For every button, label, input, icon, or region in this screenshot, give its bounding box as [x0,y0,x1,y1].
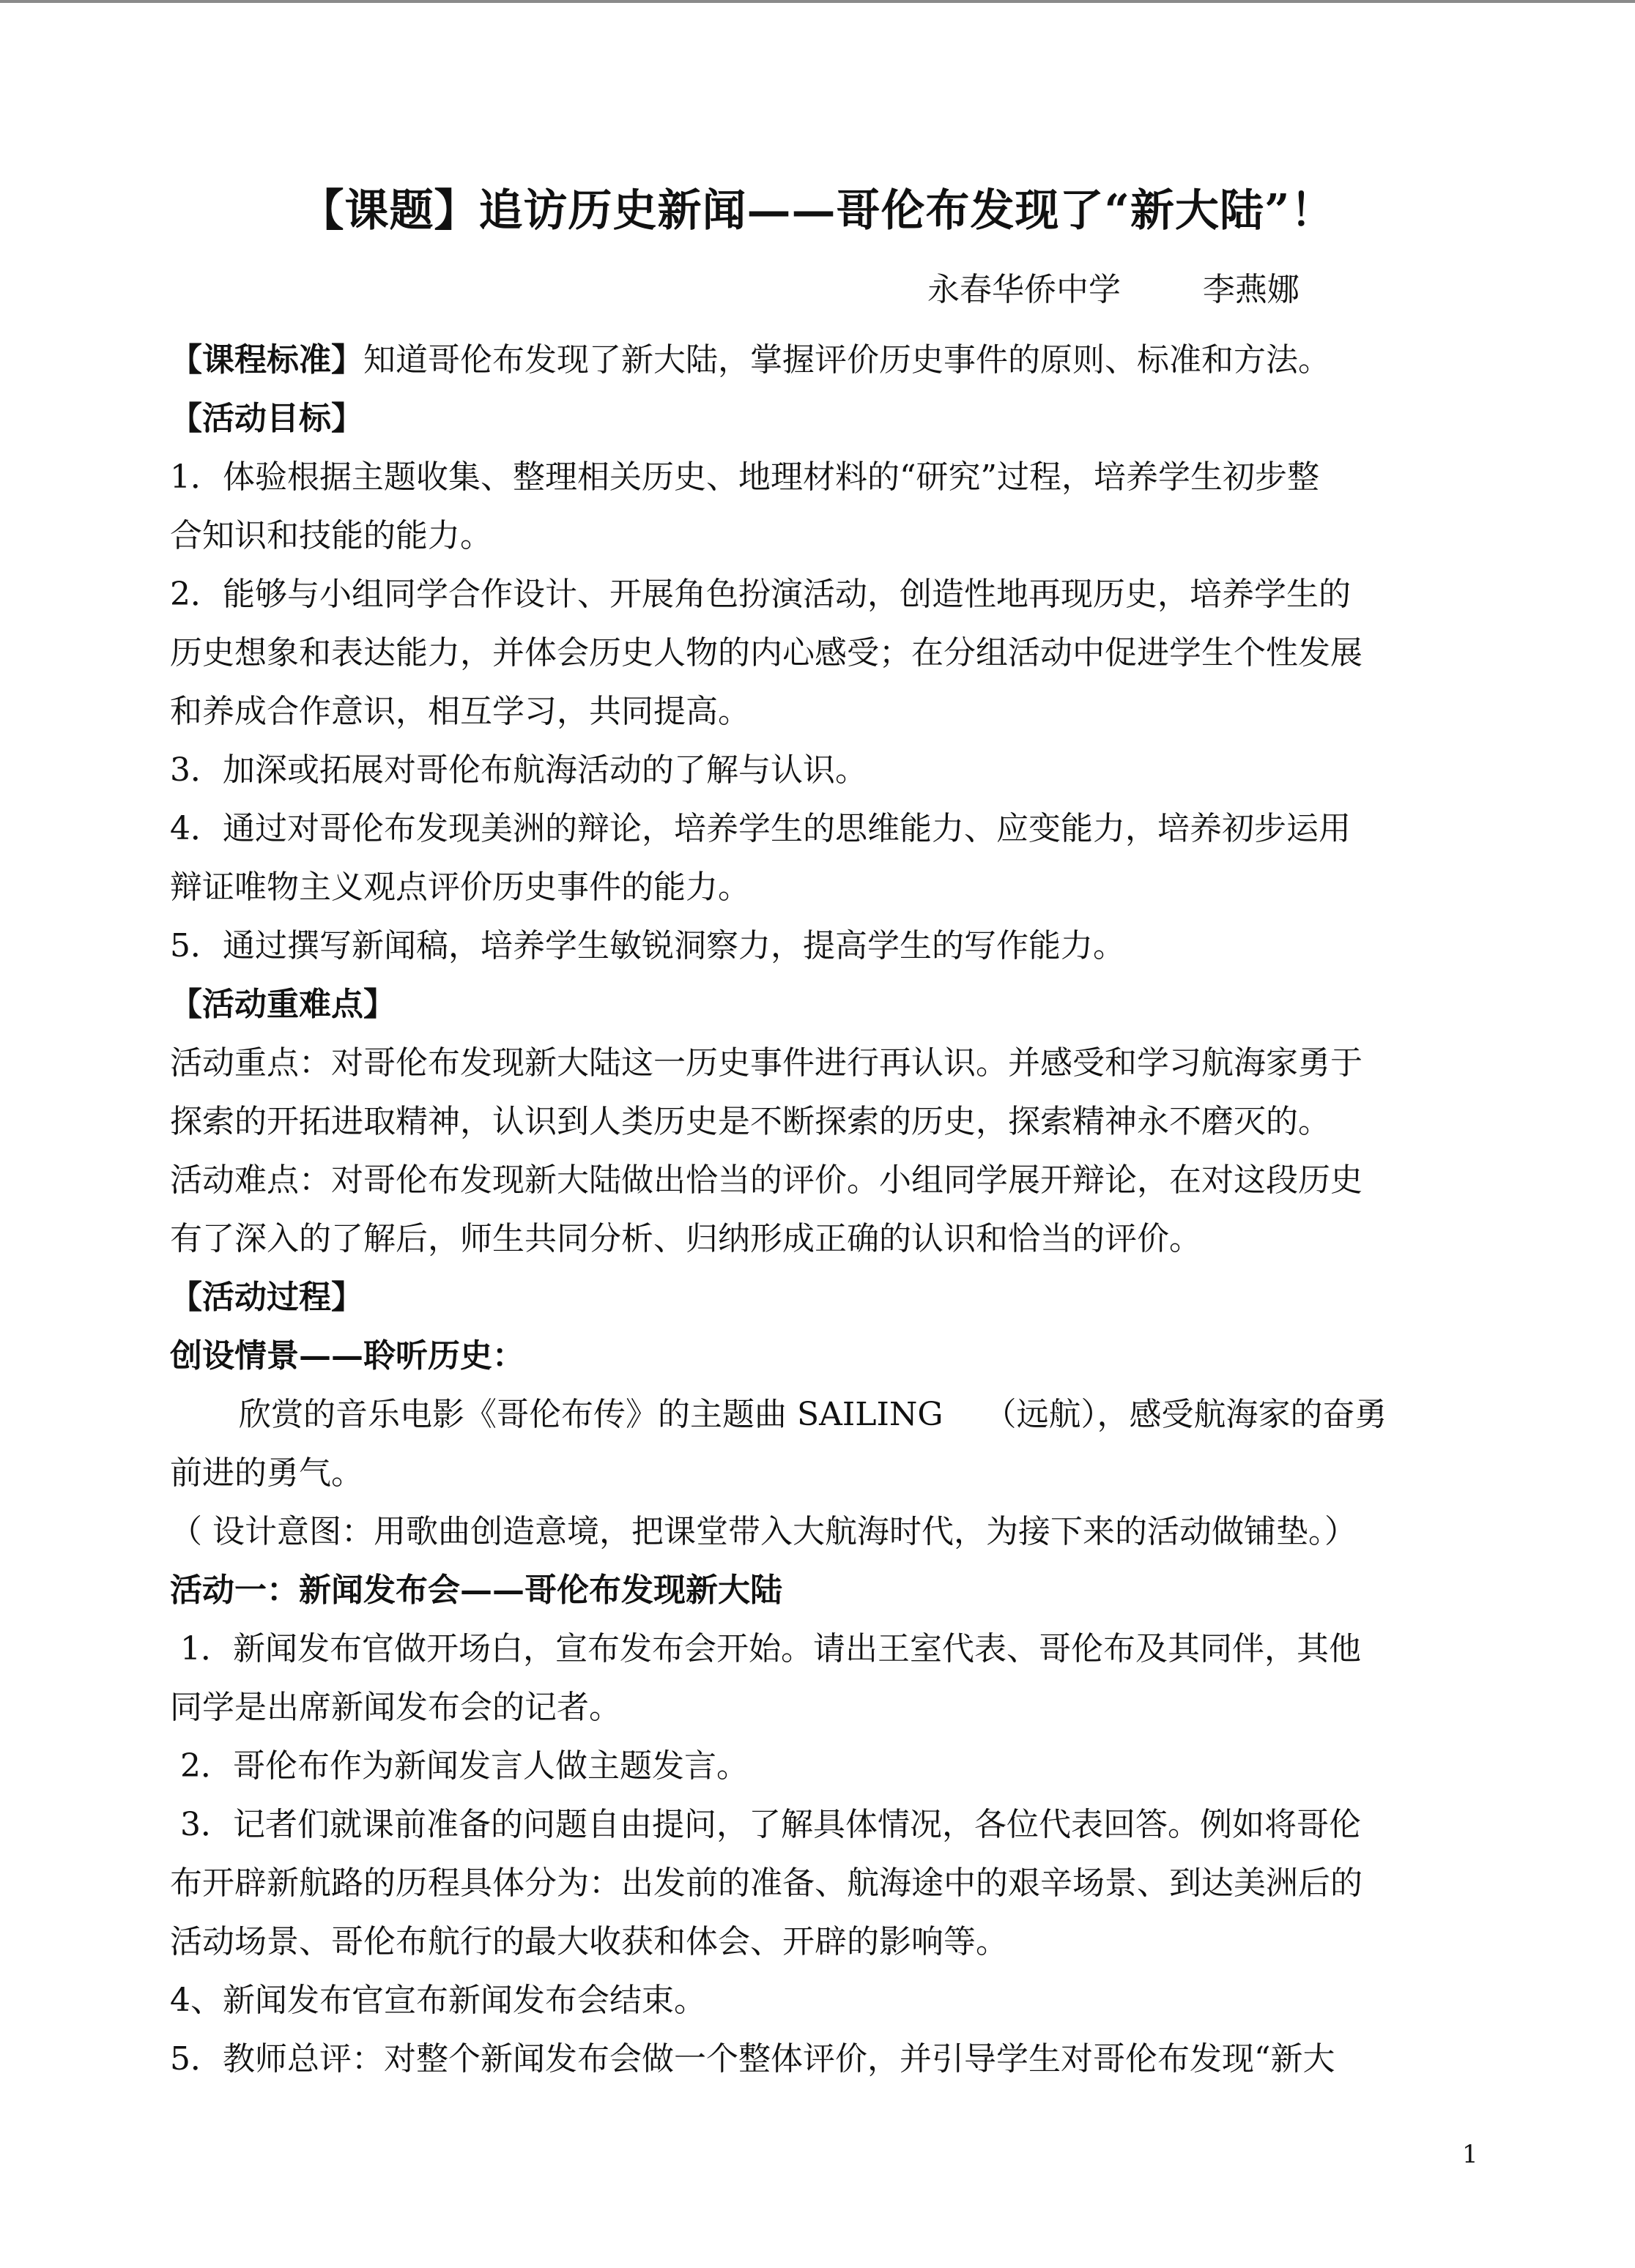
course-standard-text: 知道哥伦布发现了新大陆，掌握评价历史事件的原则、标准和方法。 [363,341,1330,379]
course-standard-heading: 【课程标准】 [170,341,363,379]
course-standard-paragraph [170,338,1330,382]
activity-1-step-1-line-2: 同学是出席新闻发布会的记者。 [170,1689,621,1726]
author-line: 永春华侨中学 李燕娜 [927,271,1300,308]
focus-1-line-2: 探索的开拓进取精神，认识到人类历史是不断探索的历史，探索精神永不磨灭的。 [170,1103,1330,1140]
activity-1-heading: 活动一：新闻发布会——哥伦布发现新大陆 [170,1572,782,1609]
goal-4-line-1: 4．通过对哥伦布发现美洲的辩论，培养学生的思维能力、应变能力，培养初步运用 [170,810,1351,847]
focus-2-line-1: 活动难点：对哥伦布发现新大陆做出恰当的评价。小组同学展开辩论，在对这段历史 [170,1161,1362,1199]
page-top-border [0,0,1635,3]
document-title: 【课题】追访历史新闻——哥伦布发现了“新大陆”！ [300,185,1335,237]
goal-4-line-2: 辩证唯物主义观点评价历史事件的能力。 [170,869,750,906]
activity-1-step-3-line-2: 布开辟新航路的历程具体分为：出发前的准备、航海途中的艰辛场景、到达美洲后的 [170,1864,1362,1902]
goal-2-line-2: 历史想象和表达能力，并体会历史人物的内心感受；在分组活动中促进学生个性发展 [170,634,1362,672]
goal-5: 5．通过撰写新闻稿，培养学生敏锐洞察力，提高学生的写作能力。 [170,927,1125,964]
goal-1-line-1: 1．体验根据主题收集、整理相关历史、地理材料的“研究”过程，培养学生初步整 [170,458,1319,496]
process-heading: 【活动过程】 [170,1279,363,1316]
scene-heading: 创设情景——聆听历史： [170,1337,524,1375]
focus-1-line-1: 活动重点：对哥伦布发现新大陆这一历史事件进行再认识。并感受和学习航海家勇于 [170,1044,1362,1082]
activity-1-step-5: 5．教师总评：对整个新闻发布会做一个整体评价，并引导学生对哥伦布发现“新大 [170,2040,1335,2078]
activity-1-step-3-line-1: 3．记者们就课前准备的问题自由提问，了解具体情况，各位代表回答。例如将哥伦 [170,1806,1361,1843]
page-number: 1 [1462,2140,1478,2169]
activity-1-step-2: 2．哥伦布作为新闻发言人做主题发言。 [170,1747,749,1785]
activity-1-step-1-line-1: 1．新闻发布官做开场白，宣布发布会开始。请出王室代表、哥伦布及其同伴，其他 [170,1630,1361,1667]
focus-heading: 【活动重难点】 [170,986,396,1023]
goals-heading: 【活动目标】 [170,400,363,437]
scene-design-note: （ 设计意图：用歌曲创造意境，把课堂带入大航海时代，为接下来的活动做铺垫。） [170,1513,1357,1550]
activity-1-step-4: 4、新闻发布官宣布新闻发布会结束。 [170,1982,706,2019]
goal-3: 3．加深或拓展对哥伦布航海活动的了解与认识。 [170,751,867,789]
goal-2-line-3: 和养成合作意识，相互学习，共同提高。 [170,693,750,730]
focus-2-line-2: 有了深入的了解后，师生共同分析、归纳形成正确的认识和恰当的评价。 [170,1220,1201,1257]
activity-1-step-3-line-3: 活动场景、哥伦布航行的最大收获和体会、开辟的影响等。 [170,1923,1008,1960]
scene-line-1: 欣赏的音乐电影《哥伦布传》的主题曲 SAILING （远航），感受航海家的奋勇 [239,1396,1387,1433]
goal-2-line-1: 2．能够与小组同学合作设计、开展角色扮演活动，创造性地再现历史，培养学生的 [170,576,1351,613]
scene-line-2: 前进的勇气。 [170,1454,363,1492]
goal-1-line-2: 合知识和技能的能力。 [170,517,492,554]
